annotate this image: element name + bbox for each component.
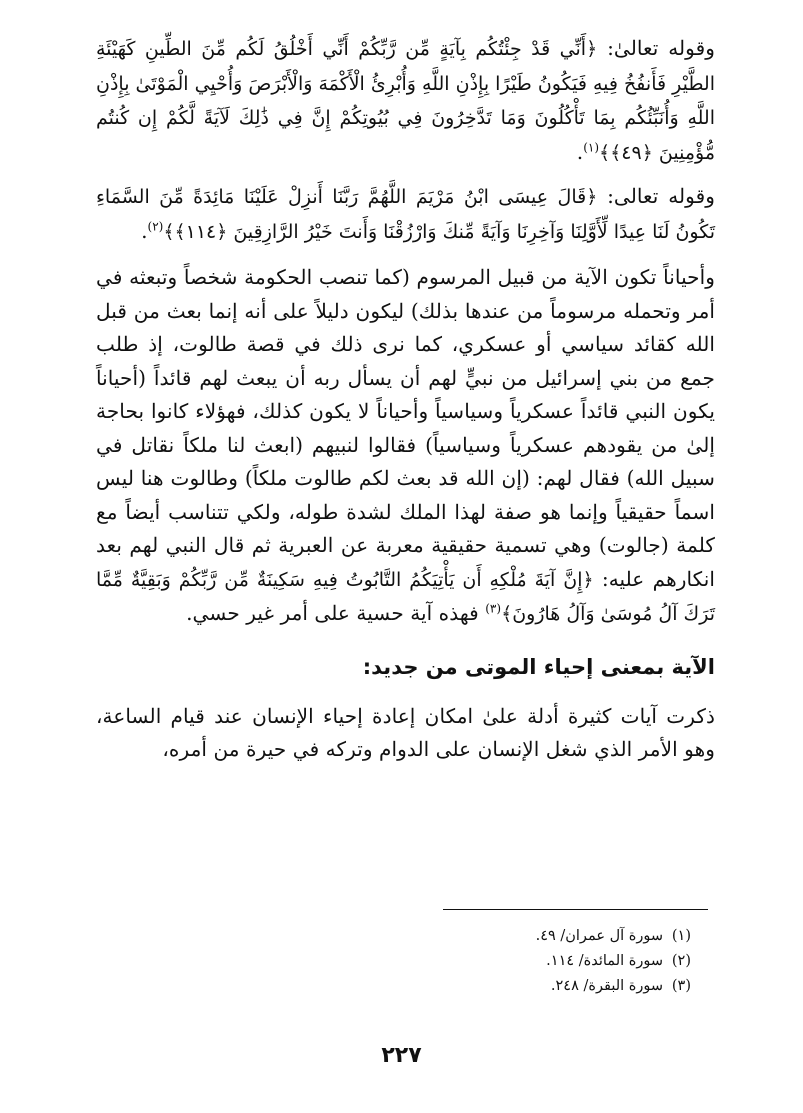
intro-text: وقوله تعالى: [597, 184, 715, 208]
footnote-ref: (٢) [147, 218, 164, 233]
footnote-number: (٣) [671, 978, 691, 994]
body-text: وأحياناً تكون الآية من قبيل المرسوم (كما تنصب الحكومة شخصاً وتبعثه في أمر وتحمله مرسوماً من عندها بذلك) ليكون دليلاً على أنه إنما بعث من قبل الله كقائد سياسي أو عسكري، كما نرى ذلك في قصة طالوت، إذ طلب جمع من بني إسرائيل من نبيٍّ لهم أن يسأل ربه أن يبعث لهم قائداً (أحياناً يكون النبي قائداً عسكرياً وسياسياً وأحياناً لا يكون كذلك، فهؤلاء كانوا بحاجة إلىٰ من يقودهم عسكرياً وسياسياً) فقالوا لنبيهم (ابعث لنا ملكاً نقاتل في سبيل الله) فقال لهم: (إن الله قد بعث لكم طالوت ملكاً) وطالوت هنا ليس اسماً حقيقياً وإنما هو صفة لهذا الملك لشدة طوله، ولكي تتناسب أيضاً مع كلمة (جالوت) وهي تسمية حقيقية معربة عن العبرية ثم قال النبي لهم بعد انكارهم عليه: [96, 265, 715, 591]
footnote-ref: (١) [583, 139, 600, 154]
page-number: ٢٢٧ [381, 1043, 422, 1068]
sentence-end: . [141, 218, 148, 243]
footnote-divider [443, 909, 708, 910]
footnote-item [536, 949, 691, 974]
footnote-item [536, 924, 691, 949]
paragraph-talut [96, 261, 715, 632]
quran-verse: ﴿إِنَّ آيَةَ مُلْكِهِ أَن يَأْتِيَكُمُ التَّابُوتُ فِيهِ سَكِينَةٌ مِّن رَّبِّكُمْ وَبَقِيَّةٌ مِّمَّا تَرَكَ آلُ مُوسَىٰ وَآلُ هَارُونَ﴾ [96, 568, 715, 625]
quran-verse: ﴿أَنِّي قَدْ جِئْتُكُم بِآيَةٍ مِّن رَّبِّكُمْ أَنِّي أَخْلُقُ لَكُم مِّنَ الطِّينِ كَهَيْئَةِ الطَّيْرِ فَأَنفُخُ فِيهِ فَيَكُونُ طَيْرًا بِإِذْنِ اللَّهِ وَأُبْرِئُ الْأَكْمَهَ وَالْأَبْرَصَ وَأُحْيِي الْمَوْتَىٰ بِإِذْنِ اللَّهِ وَأُنَبِّئُكُم بِمَا تَأْكُلُونَ وَمَا تَدَّخِرُونَ فِي بُيُوتِكُمْ إِنَّ فِي ذَٰلِكَ لَآيَةً لَّكُمْ إِن كُنتُم مُّؤْمِنِينَ ﴿٤٩﴾﴾ [96, 38, 715, 164]
footnote-text: سورة المائدة/ ١١٤. [546, 953, 663, 969]
paragraph-verse-maidah [96, 180, 715, 249]
quran-verse: ﴿قَالَ عِيسَى ابْنُ مَرْيَمَ اللَّهُمَّ رَبَّنَا أَنزِلْ عَلَيْنَا مَائِدَةً مِّنَ السَّمَاءِ تَكُونُ لَنَا عِيدًا لِّأَوَّلِنَا وَآخِرِنَا وَآيَةً مِّنكَ وَارْزُقْنَا وَأَنتَ خَيْرُ الرَّازِقِينَ ﴿١١٤﴾﴾ [96, 186, 715, 243]
body-text-end: فهذه آية حسية على أمر غير حسي. [186, 601, 486, 625]
footnote-text: سورة آل عمران/ ٤٩. [535, 928, 663, 944]
footnote-number: (١) [671, 928, 691, 944]
paragraph-verse-imran [96, 32, 715, 170]
body-text: ذكرت آيات كثيرة أدلة علىٰ امكان إعادة إحياء الإنسان عند قيام الساعة، وهو الأمر الذي شغل الإنسان على الدوام وتركه في حيرة من أمره، [96, 703, 715, 761]
sentence-end: . [576, 139, 584, 164]
footnote-ref: (٣) [485, 601, 502, 616]
footnote-text: سورة البقرة/ ٢٤٨. [550, 978, 663, 994]
page-body [96, 32, 715, 767]
intro-text: وقوله تعالىٰ: [597, 36, 715, 60]
section-heading: الآية بمعنى إحياء الموتى من جديد: [362, 654, 715, 679]
footnotes-list [536, 924, 691, 999]
footnote-item [536, 974, 691, 999]
footnote-number: (٢) [671, 953, 691, 969]
paragraph-resurrection [96, 700, 715, 767]
